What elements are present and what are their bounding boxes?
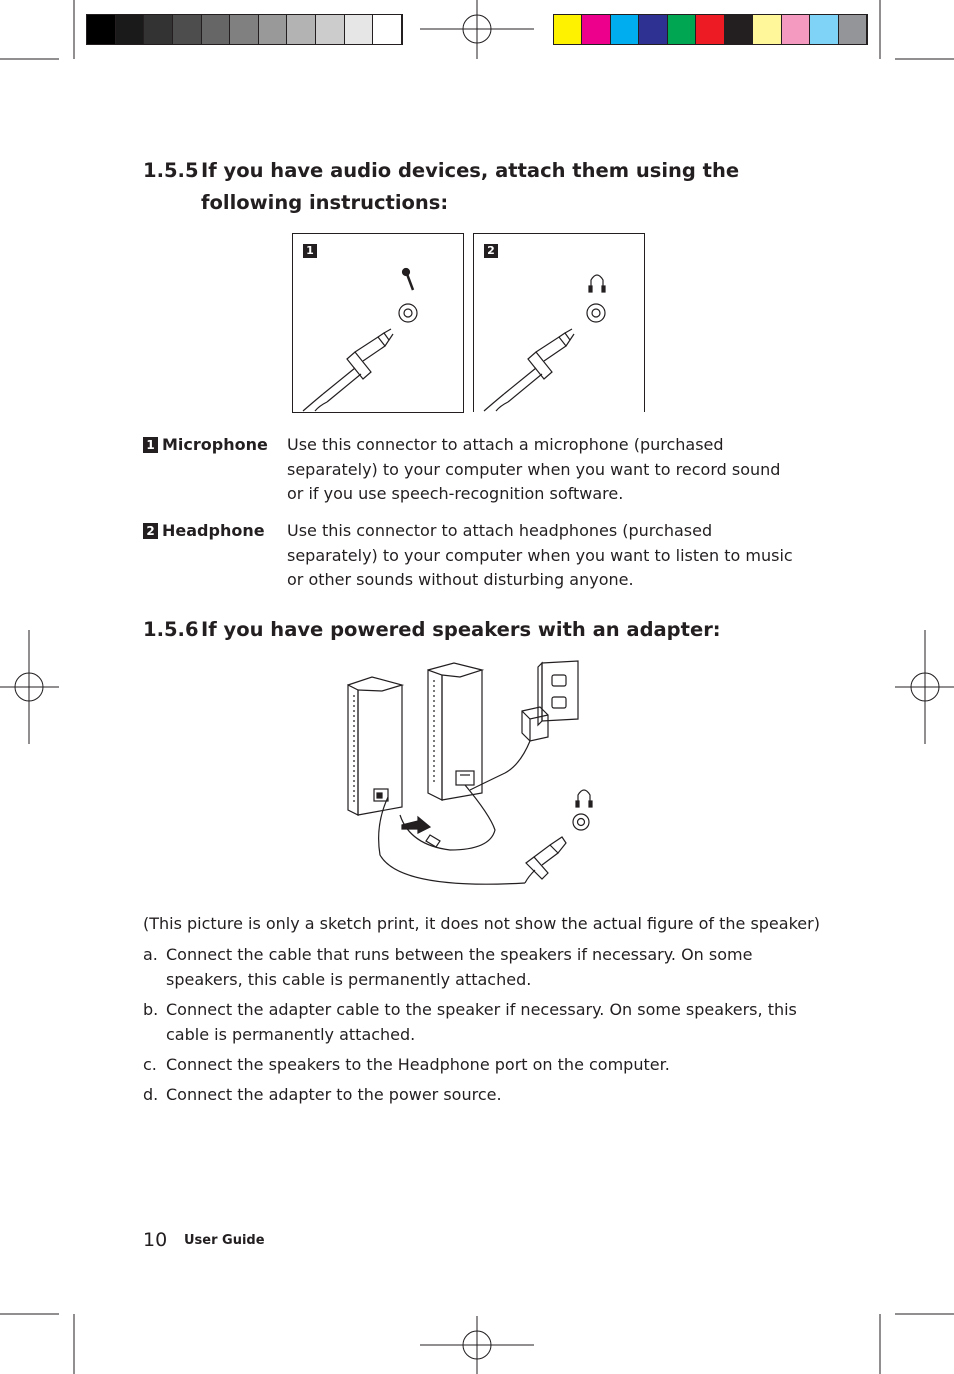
right-speaker: [428, 663, 482, 800]
powered-speakers-illustration: [330, 655, 610, 895]
section-156-title: If you have powered speakers with an adapter:: [201, 618, 721, 641]
figure-badge-2: 2: [484, 244, 498, 258]
step-c: [143, 1053, 803, 1078]
microphone-jack-illustration: [293, 234, 463, 412]
section-155-title-line1: If you have audio devices, attach them using the: [201, 159, 740, 182]
step-b: [143, 998, 803, 1048]
step-text-d: Connect the adapter to the power source.: [166, 1085, 502, 1104]
section-156-heading: [143, 618, 843, 647]
term-microphone: Microphone: [162, 435, 268, 454]
step-d: [143, 1083, 803, 1108]
microphone-icon: [403, 269, 414, 291]
item-badge-1: 1: [143, 437, 158, 453]
headphone-connector-figure: [473, 233, 645, 412]
step-text-a: Connect the cable that runs between the speakers if necessary. On some speakers, this cable is permanently attached.: [166, 945, 753, 989]
section-155-number: 1.5.5: [143, 159, 199, 182]
headphone-port-icon: [576, 790, 592, 807]
power-adapter: [522, 707, 548, 741]
step-marker-d: d.: [143, 1085, 159, 1104]
step-marker-a: a.: [143, 945, 158, 964]
step-text-b: Connect the adapter cable to the speaker if necessary. On some speakers, this cable is permanently attached.: [166, 1000, 797, 1044]
desc-microphone: Use this connector to attach a microphone (purchased separately) to your computer when you want to record sound or if you use speech-recognition software.: [287, 435, 781, 503]
sketch-note: (This picture is only a sketch print, it does not show the actual figure of the speaker): [143, 914, 820, 933]
item-badge-2: 2: [143, 523, 158, 539]
microphone-connector-figure: [292, 233, 464, 413]
section-155-title-line2: following instructions:: [201, 191, 449, 214]
headphone-icon: [589, 275, 605, 292]
headphone-jack-illustration: [474, 234, 644, 412]
page-number: 10: [143, 1229, 168, 1251]
step-a: [143, 943, 803, 993]
section-155-heading: [143, 159, 783, 217]
footer-label: User Guide: [184, 1233, 265, 1248]
desc-headphone: Use this connector to attach headphones (purchased separately) to your computer when you want to listen to music or other sounds without disturbing anyone.: [287, 521, 793, 589]
term-headphone: Headphone: [162, 521, 265, 540]
step-marker-c: c.: [143, 1055, 157, 1074]
section-156-number: 1.5.6: [143, 618, 199, 641]
step-marker-b: b.: [143, 1000, 159, 1019]
step-text-c: Connect the speakers to the Headphone port on the computer.: [166, 1055, 670, 1074]
left-speaker: [348, 677, 402, 815]
figure-badge-1: 1: [303, 244, 317, 258]
